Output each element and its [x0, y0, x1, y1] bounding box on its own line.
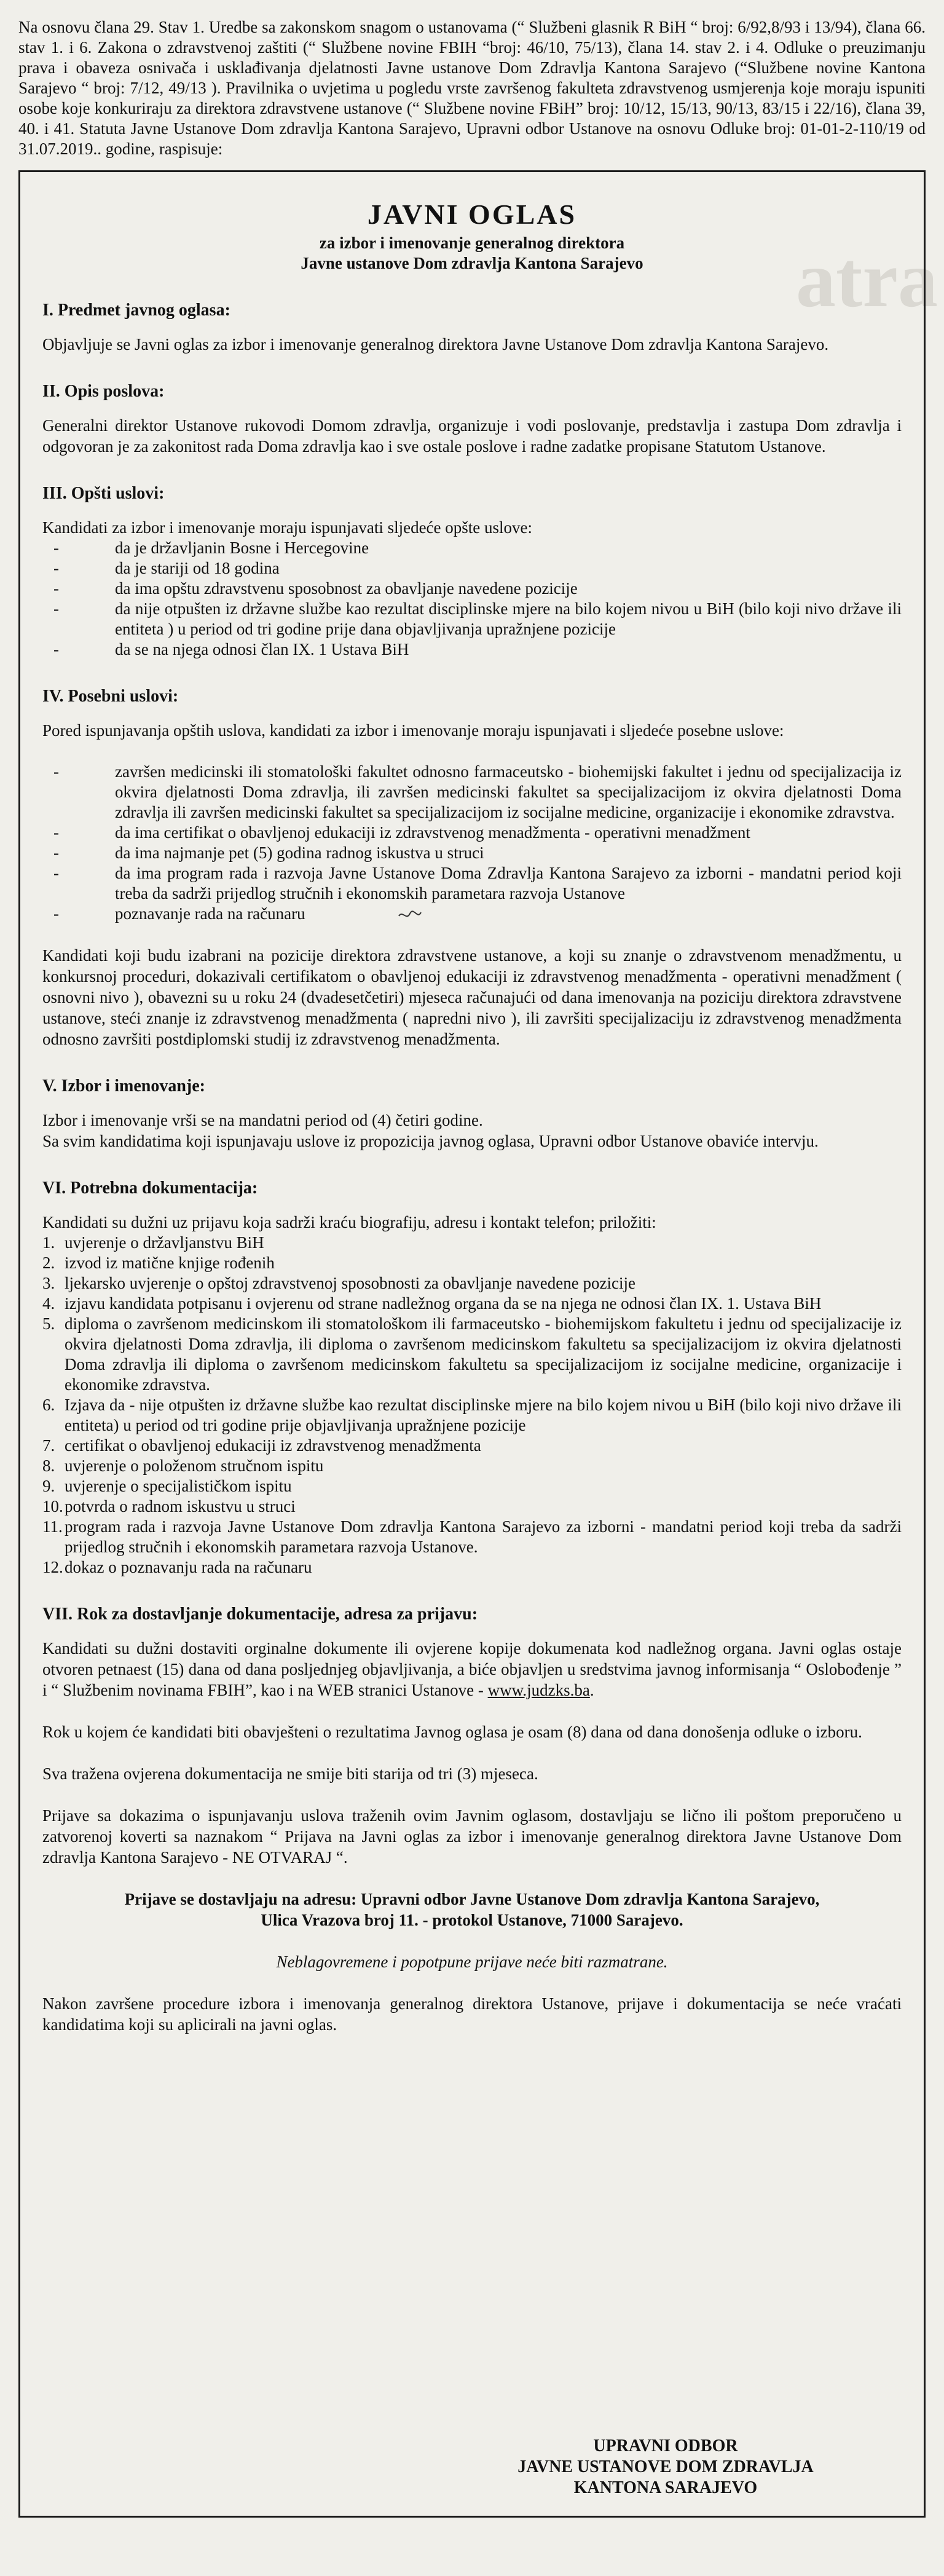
list-item: 8. uvjerenje o položenom stručnom ispitu [42, 1456, 324, 1475]
list-item: - da je državljanin Bosne i Hercegovine [42, 538, 902, 558]
bleed-through-text [925, 350, 932, 389]
section-text: Generalni direktor Ustanove rukovodi Domom zdravlja, organizuje i vodi poslovanje, predstavlja i zastupa Dom zdravlja i odgovoran je za zakonitost rada Doma zdravlja kao i sve ostale poslove i radne zadatke propisane Statutom Ustanove. [42, 416, 902, 456]
section-intro: Kandidati za izbor i imenovanje moraju ispunjavati sljedeće opšte uslove: [42, 518, 533, 537]
public-notice-box [18, 170, 926, 2518]
section-text: Prijave sa dokazima o ispunjavanju uslova traženih ovim Javnim oglasom, dostavljaju se lično ili poštom preporučeno u zatvorenoj koverti sa naznakom “ Prijava na Javni oglas za izbor i imenovanje generalnog direktora Javne Ustanove Dom zdravlja Kantona Sarajevo - NE OTVARAJ “. [42, 1806, 902, 1867]
notice-subtitle: za izbor i imenovanje generalnog direktora [319, 234, 625, 252]
general-conditions-list [42, 538, 902, 660]
list-item: - da ima program rada i razvoja Javne Ustanove Doma Zdravlja Kantona Sarajevo za izborni - mandatni period koji treba da sadrži prijedlog stručnih i ekonomskih parametara razvoja Ustanove [42, 863, 902, 904]
section-heading: IV. Posebni uslovi: [42, 687, 179, 706]
section-intro: Pored ispunjavanja opštih uslova, kandidati za izbor i imenovanje moraju ispunjavati i sljedeće posebne uslove: [42, 721, 784, 740]
bleed-through-text: atra [796, 235, 938, 324]
list-item: 5. diploma o završenom medicinskom ili stomatološkom ili farmaceutsko - biohemijskom fakultetu i jednu od specijalizacije iz okvira djelatnosti Doma zdravlja, ili diploma o završenom medicinskom fakultetu sa specijalizacijom iz okvira djelatnosti Doma zdravlja ili diploma o završenom medicinskom fakultetu sa specijalizacijom iz socijalne medicine, organizacije i ekonomike zdravstva. [42, 1314, 902, 1394]
documents-list [42, 1233, 902, 1578]
address-line: Prijave se dostavljaju na adresu: Upravni odbor Javne Ustanove Dom zdravlja Kantona Sarajevo, [124, 1890, 820, 1908]
section-heading: VI. Potrebna dokumentacija: [42, 1179, 258, 1198]
list-item: 6. Izjava da - nije otpušten iz državne službe kao rezultat disciplinske mjere na bilo kojem nivou u BiH (bilo koji nivo države ili entiteta) u period od tri godine prije objavljivanja upražnjene pozicije [42, 1396, 902, 1434]
section-heading: I. Predmet javnog oglasa: [42, 301, 230, 320]
list-item: - da ima certifikat o obavljenoj edukaciji iz zdravstvenog menadžmenta - operativni menadžment [42, 823, 902, 843]
section-text: Sva tražena ovjerena dokumentacija ne smije biti starija od tri (3) mjeseca. [42, 1764, 538, 1783]
signature-line: UPRAVNI ODBOR [593, 2436, 738, 2455]
signature-block [432, 2436, 899, 2499]
list-item: 3. ljekarsko uvjerenje o opštoj zdravstvenoj sposobnosti za obavljanje navedene pozicije [42, 1274, 635, 1292]
section-text: Kandidati koji budu izabrani na pozicije direktora zdravstvene ustanove, a koji su znanje o zdravstvenom menadžmentu, u konkursnoj proceduri, dokazivali certifikatom o obavljenoj edukaciji iz zdravstvenog menadžmenta - operativni menadžment ( osnovni nivo ), obavezni su u roku 24 (dvadesetčetiri) mjeseca računajući od dana imenovanja na poziciju direktora zdravstvene ustanove, steći znanje iz zdravstvenog menadžmenta ( napredni nivo ), ili završiti specijalizaciju iz zdravstvenog menadžmenta odnosno završiti postdiplomski studij iz zdravstvenog menadžmenta. [42, 946, 902, 1048]
list-item-text: poznavanje rada na računaru [115, 904, 305, 923]
list-item: - da nije otpušten iz državne službe kao rezultat disciplinske mjere na bilo kojem nivou u BiH (bilo koji nivo države ili entiteta ) u period od tri godine prije dana objavljivanja upražnjene pozicije [42, 599, 902, 639]
list-item: 12. dokaz o poznavanju rada na računaru [42, 1558, 312, 1576]
signature-line: JAVNE USTANOVE DOM ZDRAVLJA [517, 2457, 814, 2476]
section-heading: II. Opis poslova: [42, 382, 165, 401]
signature-line: KANTONA SARAJEVO [573, 2478, 758, 2497]
list-item: 9. uvjerenje o specijalističkom ispitu [42, 1477, 292, 1495]
notice-note: Neblagovremene i popotpune prijave neće biti razmatrane. [276, 1953, 668, 1971]
list-item: - da ima opštu zdravstvenu sposobnost za obavljanje navedene pozicije [42, 579, 902, 599]
list-item: 1. uvjerenje o državljanstvu BiH [42, 1233, 264, 1252]
address-line: Ulica Vrazova broj 11. - protokol Ustanove, 71000 Sarajevo. [261, 1911, 683, 1929]
section-text: Sa svim kandidatima koji ispunjavaju uslove iz propozicija javnog oglasa, Upravni odbor Ustanove obaviće intervju. [42, 1132, 819, 1150]
list-item: 10. potvrda o radnom iskustvu u struci [42, 1497, 296, 1515]
ink-smudge-icon [398, 909, 422, 922]
list-item [42, 904, 902, 924]
list-item: - da se na njega odnosi član IX. 1 Ustava BiH [42, 639, 902, 660]
special-conditions-list [42, 762, 902, 924]
list-item: 2. izvod iz matične knjige rođenih [42, 1254, 275, 1272]
intro-paragraph: Na osnovu člana 29. Stav 1. Uredbe sa zakonskom snagom o ustanovama (“ Službeni glasnik R BiH “ broj: 6/92,8/93 i 13/94), člana 66. stav 1. i 6. Zakona o zdravstvenoj zaštiti (“ Službene novine FBIH “broj: 46/10, 75/13), člana 14. stav 2. i 4. Odluke o preuzimanju prava i obaveza osnivača i usklađivanja djelatnosti Javne ustanove Dom Zdravlja Kantona Sarajevo (“Službene novine Kantona Sarajevo “ broj: 7/12, 49/13 ). Pravilnika o uvjetima u pogledu vrste završenog fakulteta zdravstvenog usmjerenja koje moraju ispuniti osobe koje konkuriraju za direktora zdravstvene ustanove (“ Službene novine FBiH” broj: 10/12, 15/13, 90/13, 83/15 i 22/16), člana 39, 40. i 41. Statuta Javne Ustanove Dom zdravlja Kantona Sarajevo, Upravni odbor Ustanove na osnovu Odluke broj: 01-01-2-110/19 od 31.07.2019.. godine, raspisuje: [18, 18, 926, 158]
list-item: - završen medicinski ili stomatološki fakultet odnosno farmaceutsko - biohemijski fakultet i jednu od specijalizacija iz okvira djelatnosti Doma zdravlja, ili završen medicinski fakultet sa specijalizacijom iz okvira djelatnosti Doma zdravlja ili završen medicinski fakultet sa specijalizacijom iz socijalne medicine, organizacije i ekonomike zdravstva. [42, 762, 902, 823]
notice-title: JAVNI OGLAS [367, 199, 577, 230]
list-item: 11. program rada i razvoja Javne Ustanove Dom zdravlja Kantona Sarajevo za izborni - mandatni period koji treba da sadrži prijedlog stručnih i ekonomskih parametara razvoja Ustanove. [42, 1517, 902, 1556]
section-text: Nakon završene procedure izbora i imenovanja generalnog direktora Ustanove, prijave i dokumentacija se neće vraćati kandidatima koji su aplicirali na javni oglas. [42, 1994, 902, 2034]
notice-subtitle-institution: Javne ustanove Dom zdravlja Kantona Sarajevo [301, 254, 643, 272]
website-link[interactable]: www.judzks.ba [487, 1681, 590, 1699]
section-text: Rok u kojem će kandidati biti obavješteni o rezultatima Javnog oglasa je osam (8) dana od dana donošenja odluke o izboru. [42, 1723, 862, 1741]
section-heading: III. Opšti uslovi: [42, 484, 165, 503]
section-text: Izbor i imenovanje vrši se na mandatni period od (4) četiri godine. [42, 1111, 483, 1129]
section-text: Objavljuje se Javni oglas za izbor i imenovanje generalnog direktora Javne Ustanove Dom zdravlja Kantona Sarajevo. [42, 335, 829, 354]
section-intro: Kandidati su dužni uz prijavu koja sadrži kraću biografiju, adresu i kontakt telefon; priložiti: [42, 1213, 656, 1231]
list-item: - da ima najmanje pet (5) godina radnog iskustva u struci [42, 843, 902, 863]
section-heading: V. Izbor i imenovanje: [42, 1077, 205, 1096]
section-text: Kandidati su dužni dostaviti orginalne dokumente ili ovjerene kopije dokumenata kod nadležnog organa. Javni oglas ostaje otvoren petnaest (15) dana od dana posljednjeg objavljivanja, a biće objavljen u sredstvima javnog informisanja “ Oslobođenje ” i “ Službenim novinama FBIH”, kao i na WEB stranici Ustanove - www.judzks.ba. [42, 1639, 902, 1699]
list-item: 4. izjavu kandidata potpisanu i ovjerenu od strane nadležnog organa da se na njega ne odnosi član IX. 1. Ustava BiH [42, 1294, 822, 1313]
list-item: 7. certifikat o obavljenoj edukaciji iz zdravstvenog menadžmenta [42, 1436, 481, 1455]
section-heading: VII. Rok za dostavljanje dokumentacije, adresa za prijavu: [42, 1605, 478, 1624]
list-item: - da je stariji od 18 godina [42, 558, 902, 579]
